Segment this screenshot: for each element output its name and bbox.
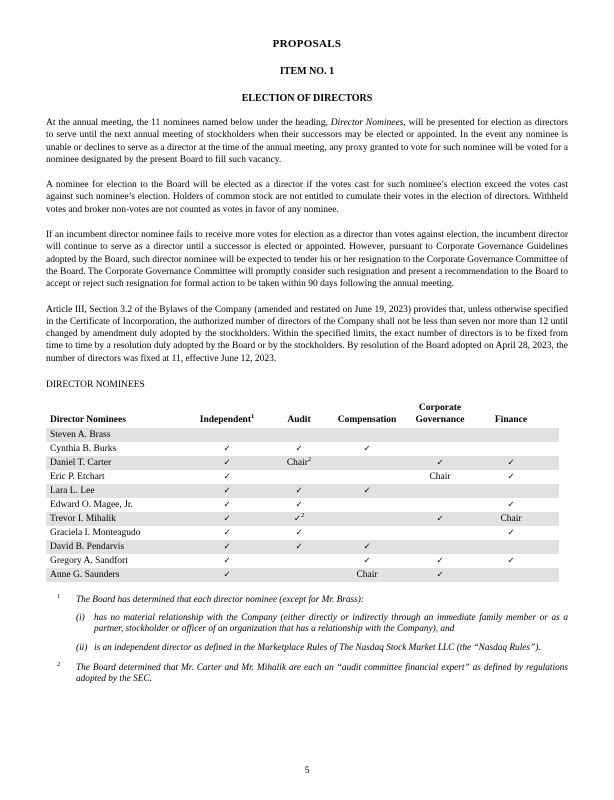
- check-mark-icon: ✓: [295, 528, 303, 539]
- committee-cell-governance: [404, 456, 476, 470]
- check-mark-icon: ✓: [363, 542, 371, 553]
- check-mark-icon: ✓: [223, 528, 231, 539]
- footnote-text: The Board determined that Mr. Carter and Mr. Mihalik are each an “audit committee financial expert” as defined by regulations adopted by the SEC.: [76, 662, 568, 685]
- subitem-marker: (i): [76, 613, 85, 624]
- row-spacer: [546, 540, 559, 554]
- check-mark-icon: ✓: [507, 528, 515, 539]
- footnote-subitem-ii: [76, 643, 568, 654]
- nominee-name: Daniel T. Carter: [46, 456, 186, 470]
- committee-cell-independent: [186, 568, 268, 582]
- committee-cell-audit: [268, 526, 330, 540]
- committee-cell-independent: [186, 526, 268, 540]
- nominee-row: [46, 540, 559, 554]
- committee-cell-governance: Chair: [429, 472, 451, 483]
- check-mark-icon: ✓: [295, 486, 303, 497]
- committee-cell-finance: [476, 470, 546, 484]
- committee-cell-independent: [186, 484, 268, 498]
- director-nominees-italic: Director Nominees: [330, 118, 404, 128]
- committee-cell-governance: [404, 442, 476, 456]
- committee-cell-compensation: [330, 554, 404, 568]
- committee-cell-audit: Chair$^2$: [268, 456, 330, 470]
- row-spacer: [546, 512, 559, 526]
- nominee-name: Trevor I. Mihalik: [46, 512, 186, 526]
- footnote-text: The Board has determined that each director nominee (except for Mr. Brass):: [76, 595, 364, 606]
- committee-cell-compensation: [330, 512, 404, 526]
- nominee-name: Lara L. Lee: [46, 484, 186, 498]
- committee-cell-finance: [476, 568, 546, 582]
- check-mark-icon: ✓: [363, 556, 371, 567]
- row-spacer: [546, 456, 559, 470]
- committee-cell-finance: [476, 442, 546, 456]
- nominee-row: [46, 428, 559, 442]
- check-mark-icon: ✓: [363, 486, 371, 497]
- check-mark-icon: ✓: [295, 444, 303, 455]
- committee-cell-independent: [186, 540, 268, 554]
- nominee-name: Eric P. Etchart: [50, 472, 105, 483]
- committee-cell-compensation: [330, 428, 404, 442]
- row-spacer: [546, 554, 559, 568]
- check-mark-icon: ✓: [295, 542, 303, 553]
- committee-cell-finance: [476, 540, 546, 554]
- committee-cell-finance: Chair: [476, 512, 546, 526]
- committee-cell-governance: [404, 540, 476, 554]
- committee-cell-compensation: [330, 456, 404, 470]
- committee-cell-audit: [268, 442, 330, 456]
- nominee-name: Edward O. Magee, Jr.: [50, 500, 133, 511]
- nominee-name: David B. Pendarvis: [46, 540, 186, 554]
- committee-cell-finance: [476, 526, 546, 540]
- nominee-row: [46, 568, 559, 582]
- committee-cell-governance: [404, 428, 476, 442]
- section-heading: ELECTION OF DIRECTORS: [241, 93, 373, 104]
- committee-cell-finance: [476, 456, 546, 470]
- committee-cell-compensation: [330, 526, 404, 540]
- check-mark-icon: ✓: [507, 458, 515, 469]
- footnotes-section: [46, 592, 568, 685]
- column-header-independent: Independent$^1$: [199, 412, 255, 425]
- paragraph-text: , will be presented for election as directors to serve until the next annual meeting of stockholders when their successors may be elected or appointed. In the event any nominee is unable or declines to serve as a director at the time of the annual meeting, any proxy granted to vote for such nominee will be voted for a nominee designated by the present Board to fill such vacancy.: [46, 118, 568, 165]
- footnote-body: [76, 663, 568, 685]
- check-mark-icon: ✓: [436, 570, 444, 581]
- committee-cell-finance: [476, 484, 546, 498]
- paragraph-vote-requirements: A nominee for election to the Board will be elected as a director if the votes cast for such nominee’s election exceed the votes cast against such nominee’s election. Holders of common stock are not entitled to cumulate their votes in the election of directors. Withheld votes and broker non-votes are not counted as votes in favor of any nominee.: [46, 180, 568, 215]
- subitem-text: is an independent director as defined in the Marketplace Rules of The Nasdaq Stock Market LLC (the “Nasdaq Rules”).: [94, 642, 541, 653]
- row-spacer: [546, 442, 559, 456]
- nominee-row: [46, 484, 559, 498]
- nominee-row: [46, 512, 559, 526]
- committee-cell-audit: [268, 498, 330, 512]
- footnote-1: [46, 592, 568, 654]
- committee-cell-audit: [268, 512, 330, 526]
- check-mark-icon: ✓: [223, 556, 231, 567]
- committee-cell-governance: [404, 512, 476, 526]
- paragraph-incumbent-policy: If an incumbent director nominee fails to receive more votes for election as a director than votes against election, the incumbent director will continue to serve as a director until a successor is elected or appointed. However, pursuant to Corporate Governance Guidelines adopted by the Board, such director nominee will be expected to tender his or her resignation to the Corporate Governance Committee of the Board. The Corporate Governance Committee will promptly consider such resignation and present a recommendation to the Board to accept or reject such resignation for formal action to be taken within 90 days following the annual meeting.: [46, 230, 568, 290]
- committee-cell-compensation: [330, 442, 404, 456]
- row-spacer: [546, 484, 559, 498]
- footnote-marker: 2: [57, 660, 61, 668]
- check-mark-icon: ✓: [436, 458, 444, 469]
- committee-cell-independent: [186, 498, 268, 512]
- committee-cell-governance: [404, 526, 476, 540]
- committee-cell-compensation: [330, 470, 404, 484]
- committee-cell-audit: [268, 554, 330, 568]
- committee-cell-compensation: [330, 484, 404, 498]
- committee-cell-independent: [186, 456, 268, 470]
- committee-cell-audit: [268, 470, 330, 484]
- committee-cell-compensation: [330, 498, 404, 512]
- check-mark-icon: ✓: [223, 486, 231, 497]
- column-header-audit: Audit: [287, 414, 311, 425]
- footnote-ref-2: 2: [307, 456, 312, 463]
- check-mark-icon: ✓: [223, 472, 231, 483]
- table-header-row: [46, 402, 559, 428]
- committee-cell-finance: [476, 554, 546, 568]
- row-spacer: [546, 428, 559, 442]
- footnote-marker: 1: [57, 592, 61, 600]
- committee-cell-finance: [476, 428, 546, 442]
- nominee-name: Gregory A. Sandfort: [50, 556, 128, 567]
- subitem-text: has no material relationship with the Company (either directly or indirectly through an immediate family member or as a partner, stockholder or officer of an organization that has a relationship with the Company), and: [94, 613, 568, 635]
- committee-cell-audit: [268, 540, 330, 554]
- row-spacer: [546, 470, 559, 484]
- nominee-row: [46, 456, 559, 470]
- director-nominees-table: [46, 402, 559, 582]
- check-mark-icon: ✓: [507, 556, 515, 567]
- item-heading: ITEM NO. 1: [279, 66, 335, 77]
- check-mark-icon: ✓: [223, 500, 231, 511]
- nominee-row: [46, 498, 559, 512]
- committee-cell-compensation: Chair: [330, 568, 404, 582]
- page-number: 5: [304, 766, 310, 776]
- footnote-body: [76, 595, 568, 654]
- nominee-name: Cynthia B. Burks: [50, 444, 117, 455]
- nominee-row: [46, 442, 559, 456]
- nominee-row: [46, 470, 559, 484]
- nominee-row: [46, 526, 559, 540]
- nominee-name: Steven A. Brass: [46, 428, 186, 442]
- nominee-row: [46, 554, 559, 568]
- footnote-2: [46, 660, 568, 685]
- column-header-spacer: [546, 402, 559, 428]
- column-header-finance: Finance: [494, 414, 528, 425]
- page-title: PROPOSALS: [272, 38, 342, 50]
- committee-cell-governance: [404, 498, 476, 512]
- check-mark-icon: ✓: [223, 444, 231, 455]
- committee-cell-audit: [268, 484, 330, 498]
- committee-cell-audit: [268, 428, 330, 442]
- committee-cell-governance: [404, 568, 476, 582]
- footnote-ref-2: 2: [300, 512, 305, 519]
- committee-cell-audit: [268, 568, 330, 582]
- row-spacer: [546, 526, 559, 540]
- check-mark-icon: ✓: [223, 458, 231, 469]
- check-mark-icon: ✓: [507, 500, 515, 511]
- committee-cell-governance: [404, 484, 476, 498]
- column-header-name: Director Nominees: [50, 414, 126, 425]
- committee-cell-compensation: [330, 540, 404, 554]
- subitem-marker: (ii): [76, 642, 88, 653]
- check-mark-icon: ✓: [436, 514, 444, 525]
- committee-cell-independent: [186, 442, 268, 456]
- paragraph-annual-meeting: [46, 117, 568, 166]
- committee-cell-independent: [186, 470, 268, 484]
- paragraph-text: At the annual meeting, the 11 nominees named below under the heading,: [46, 118, 331, 128]
- column-header-governance: Corporate Governance: [415, 403, 465, 425]
- check-mark-icon: ✓: [293, 514, 301, 525]
- footnote-ref-1: 1: [250, 412, 255, 420]
- row-spacer: [546, 568, 559, 582]
- footnote-subitem-i: [76, 613, 568, 635]
- check-mark-icon: ✓: [295, 500, 303, 511]
- nominee-name: Graciela I. Monteagudo: [50, 528, 141, 539]
- committee-cell-independent: [186, 428, 268, 442]
- committee-cell-independent: [186, 554, 268, 568]
- column-header-compensation: Compensation: [337, 414, 397, 425]
- check-mark-icon: ✓: [507, 472, 515, 483]
- committee-cell-governance: [404, 554, 476, 568]
- check-mark-icon: ✓: [223, 570, 231, 581]
- nominee-name: Anne G. Saunders: [46, 568, 186, 582]
- director-nominees-label: DIRECTOR NOMINEES: [46, 380, 145, 391]
- committee-cell-independent: [186, 512, 268, 526]
- paragraph-bylaws: Article III, Section 3.2 of the Bylaws of the Company (amended and restated on June 19, 2023) provides that, unless otherwise specified in the Certificate of Incorporation, the authorized number of directors of the Company shall not be less than seven nor more than 12 until changed by amendment duly adopted by the stockholders. Within the specified limits, the exact number of directors is to be fixed from time to time by a resolution duly adopted by the Board or by the stockholders. By resolution of the Board adopted on April 28, 2023, the number of directors was fixed at 11, effective June 12, 2023.: [46, 304, 568, 364]
- check-mark-icon: ✓: [223, 542, 231, 553]
- check-mark-icon: ✓: [436, 556, 444, 567]
- check-mark-icon: ✓: [223, 514, 231, 525]
- row-spacer: [546, 498, 559, 512]
- committee-cell-finance: [476, 498, 546, 512]
- check-mark-icon: ✓: [363, 444, 371, 455]
